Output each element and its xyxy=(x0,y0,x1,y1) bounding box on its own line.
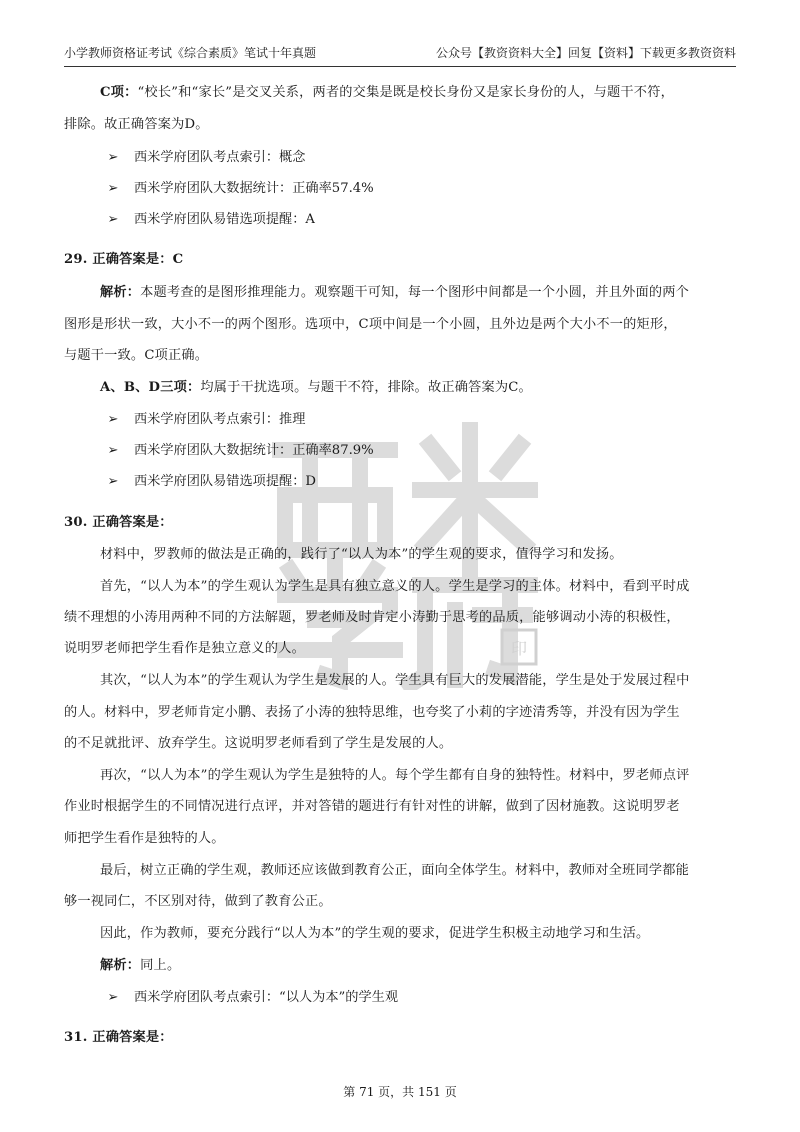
q30-paragraph4-line2: 作业时根据学生的不同情况进行点评，并对答错的题进行有针对性的讲解，做到了因材施教。这说明罗老 xyxy=(64,799,680,814)
q28-option-c-line1 xyxy=(100,82,674,104)
arrowhead-icon: ➢ xyxy=(107,443,119,458)
header-left-title: 小学教师资格证考试《综合素质》笔试十年真题 xyxy=(64,46,317,60)
q30-paragraph6: 因此，作为教师，要充分践行“以人为本”的学生观的要求，促进学生积极主动地学习和生活。 xyxy=(100,926,650,941)
q29-analysis-text1: 本题考查的是图形推理能力。观察题干可知，每一个图形中间都是一个小圆，并且外面的两个 xyxy=(140,285,690,300)
q30-title: 30. 正确答案是： xyxy=(64,515,173,530)
q28-option-c-line2: 排除。故正确答案为D。 xyxy=(64,117,209,132)
q30-paragraph2-line2: 绩不理想的小涛用两种不同的方法解题，罗老师及时肯定小涛勤于思考的品质，能够调动小涛的积极性， xyxy=(64,610,680,625)
q30-paragraph4-line1: 再次，“以人为本”的学生观认为学生是独特的人。每个学生都有自身的独特性。材料中，罗老师点评 xyxy=(100,768,690,783)
q28-option-c-text: “校长”和“家长”是交叉关系，两者的交集是既是校长身份又是家长身份的人，与题干不符， xyxy=(137,85,674,100)
arrowhead-icon: ➢ xyxy=(107,212,119,227)
q28-bullet-statistics: 西米学府团队大数据统计：正确率57.4% xyxy=(134,181,374,196)
q29-analysis-line3: 与题干一致。C项正确。 xyxy=(64,348,209,363)
q30-paragraph3-line3: 的不足就批评、放弃学生。这说明罗老师看到了学生是发展的人。 xyxy=(64,736,453,751)
q29-bullet-knowledge: 西米学府团队考点索引：推理 xyxy=(134,412,306,427)
q30-paragraph2-line1: 首先，“以人为本”的学生观认为学生是具有独立意义的人。学生是学习的主体。材料中，看到平时成 xyxy=(100,579,690,594)
q30-paragraph3-line1: 其次，“以人为本”的学生观认为学生是发展的人。学生具有巨大的发展潜能，学生是处于发展过程中 xyxy=(100,673,690,688)
arrowhead-icon: ➢ xyxy=(107,150,119,165)
arrowhead-icon: ➢ xyxy=(107,990,119,1005)
arrowhead-icon: ➢ xyxy=(107,412,119,427)
page-footer: 第 71 页，共 151 页 xyxy=(343,1085,457,1099)
q28-option-c-label: C项： xyxy=(100,85,138,100)
q30-paragraph5-line2: 够一视同仁，不区别对待，做到了教育公正。 xyxy=(64,894,332,909)
q30-paragraph4-line3: 师把学生看作是独特的人。 xyxy=(64,831,225,846)
q30-analysis-label: 解析： xyxy=(100,958,141,973)
q29-analysis-line2: 图形是形状一致，大小不一的两个图形。选项中，C项中间是一个小圆，且外边是两个大小不一的矩形， xyxy=(64,317,677,332)
header-right-note: 公众号【教资资料大全】回复【资料】下载更多教资资料 xyxy=(435,46,736,60)
q30-analysis-text: 同上。 xyxy=(140,958,181,973)
q28-bullet-knowledge: 西米学府团队考点索引：概念 xyxy=(134,150,306,165)
q29-bullet-error-option: 西米学府团队易错选项提醒：D xyxy=(134,474,317,489)
arrowhead-icon: ➢ xyxy=(107,181,119,196)
q29-bullet-statistics: 西米学府团队大数据统计：正确率87.9% xyxy=(134,443,374,458)
q29-abd-line xyxy=(100,377,532,399)
q29-analysis-label: 解析： xyxy=(100,285,141,300)
q30-analysis-line xyxy=(100,955,180,977)
q30-bullet-knowledge: 西米学府团队考点索引：“以人为本”的学生观 xyxy=(134,990,399,1005)
q29-abd-text: 均属于干扰选项。与题干不符，排除。故正确答案为C。 xyxy=(200,380,532,395)
arrowhead-icon: ➢ xyxy=(107,474,119,489)
watermark-seal-text: 印 xyxy=(510,639,528,658)
q30-paragraph5-line1: 最后，树立正确的学生观，教师还应该做到教育公正，面向全体学生。材料中，教师对全班同学都能 xyxy=(100,863,690,878)
q29-analysis-line1 xyxy=(100,282,689,304)
q30-paragraph3-line2: 的人。材料中，罗老师肯定小鹏、表扬了小涛的独特思维，也夸奖了小莉的字迹清秀等，并没有因为学生 xyxy=(64,705,680,720)
q29-abd-label: A、B、D三项： xyxy=(100,380,201,395)
q28-bullet-error-option: 西米学府团队易错选项提醒：A xyxy=(134,212,315,227)
q30-paragraph1: 材料中，罗教师的做法是正确的，践行了“以人为本”的学生观的要求，值得学习和发扬。 xyxy=(100,547,623,562)
q30-paragraph2-line3: 说明罗老师把学生看作是独立意义的人。 xyxy=(64,641,305,656)
q29-title: 29. 正确答案是：C xyxy=(64,252,184,267)
q31-title: 31. 正确答案是： xyxy=(64,1030,173,1045)
